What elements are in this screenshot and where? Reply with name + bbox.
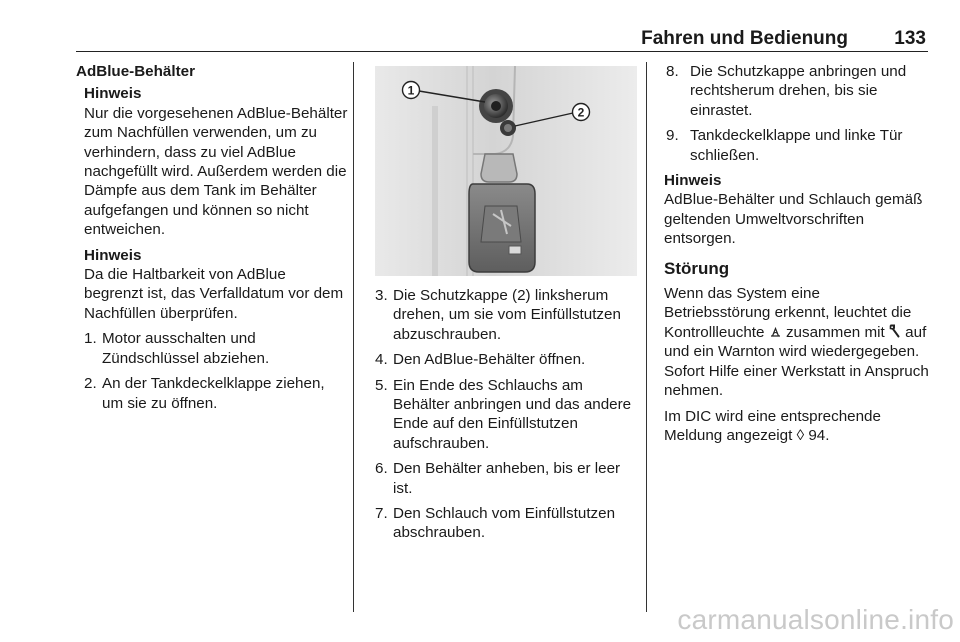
note-title: Hinweis xyxy=(84,85,142,103)
page-title: Fahren und Bedienung xyxy=(641,28,848,49)
note-title: Hinweis xyxy=(664,172,722,190)
flap-hinge xyxy=(481,154,517,182)
note-text: Nur die vorgesehenen AdBlue-Behälter zum Nachfüllen verwenden, um zu verhindern, dass zu viel AdBlue nachgefüllt wird. Außerdem werden die Dämpfe aus dem Tank im Behälter aufgefangen und können so nicht entweichen. xyxy=(84,104,348,239)
adblue-warning-icon xyxy=(769,326,782,338)
illustration-svg xyxy=(375,66,637,276)
paragraph-text: zusammen mit xyxy=(785,323,885,341)
list-item xyxy=(375,504,639,543)
callout-label-1: 1 xyxy=(407,83,415,98)
list-item xyxy=(666,62,930,120)
callout-label-2: 2 xyxy=(577,105,585,120)
step-number: 3. xyxy=(375,287,388,304)
step-list xyxy=(375,286,639,543)
list-item xyxy=(375,350,639,369)
list-item xyxy=(375,459,639,498)
step-number: 1. xyxy=(84,330,97,348)
step-text: Den Behälter anheben, bis er leer ist. xyxy=(393,460,621,497)
paragraph-text: Im DIC wird eine entsprechende Meldung angezeigt xyxy=(664,407,881,444)
step-list xyxy=(666,62,930,165)
step-text: Ein Ende des Schlauchs am Behälter anbringen und das andere Ende auf den Einfüllstutzen aufschrauben. xyxy=(393,376,632,452)
section-title: AdBlue-Behälter xyxy=(76,63,195,80)
paragraph-text: Wenn das System eine Betriebsstörung erkennt, leuchtet die Kontrollleuchte xyxy=(664,285,912,341)
step-text: An der Tankdeckelklappe ziehen, um sie zu öffnen. xyxy=(102,375,325,412)
step-text: Den AdBlue-Behälter öffnen. xyxy=(393,351,586,369)
step-list xyxy=(84,329,348,413)
column-middle xyxy=(373,286,639,549)
step-text: Motor ausschalten und Zündschlüssel abziehen. xyxy=(102,330,270,367)
list-item xyxy=(84,374,348,413)
note-block xyxy=(664,171,930,249)
step-text: Den Schlauch vom Einfüllstutzen abschrauben. xyxy=(393,505,616,542)
list-item xyxy=(84,329,348,368)
step-text: Die Schutzkappe (2) linksherum drehen, um sie vom Einfüllstutzen abzuschrauben. xyxy=(393,287,621,343)
step-number: 9. xyxy=(666,127,679,145)
wrench-icon xyxy=(889,324,901,338)
column-left xyxy=(76,62,348,419)
paragraph xyxy=(664,284,930,400)
step-text: Tankdeckelklappe und linke Tür schließen. xyxy=(690,127,903,164)
page-header xyxy=(76,26,928,52)
paragraph-text: auf und ein Warnton wird wiedergegeben. Sofort Hilfe einer Werkstatt in Anspruch nehmen. xyxy=(664,323,929,400)
adblue-filler-illustration xyxy=(375,66,637,276)
note-text: AdBlue-Behälter und Schlauch gemäß geltenden Umweltvorschriften entsorgen. xyxy=(664,191,923,248)
note-block xyxy=(84,84,348,239)
page-reference-link[interactable]: 94. xyxy=(808,426,830,444)
step-text: Die Schutzkappe anbringen und rechtsherum drehen, bis sie einrastet. xyxy=(690,63,907,119)
section-heading-stoerung: Störung xyxy=(664,258,730,278)
note-title: Hinweis xyxy=(84,246,142,264)
step-number: 6. xyxy=(375,460,388,478)
step-number: 4. xyxy=(375,351,388,369)
step-number: 7. xyxy=(375,505,388,523)
list-item xyxy=(375,376,639,454)
page-reference-icon: ◊ xyxy=(796,426,805,444)
note-text: Da die Haltbarkeit von AdBlue begrenzt ist, das Verfalldatum vor dem Nachfüllen überprüfen. xyxy=(84,266,344,322)
column-right xyxy=(664,62,930,451)
list-item xyxy=(375,286,639,344)
step-number: 2. xyxy=(84,375,97,393)
paragraph xyxy=(664,407,930,446)
note-block xyxy=(84,246,348,324)
step-number: 5. xyxy=(375,376,388,394)
list-item xyxy=(666,126,930,165)
page-number: 133 xyxy=(894,28,926,49)
step-number: 8. xyxy=(666,63,679,80)
watermark: carmanualsonline.info xyxy=(677,604,954,635)
column-divider-left xyxy=(353,62,354,612)
column-divider-right xyxy=(646,62,647,612)
